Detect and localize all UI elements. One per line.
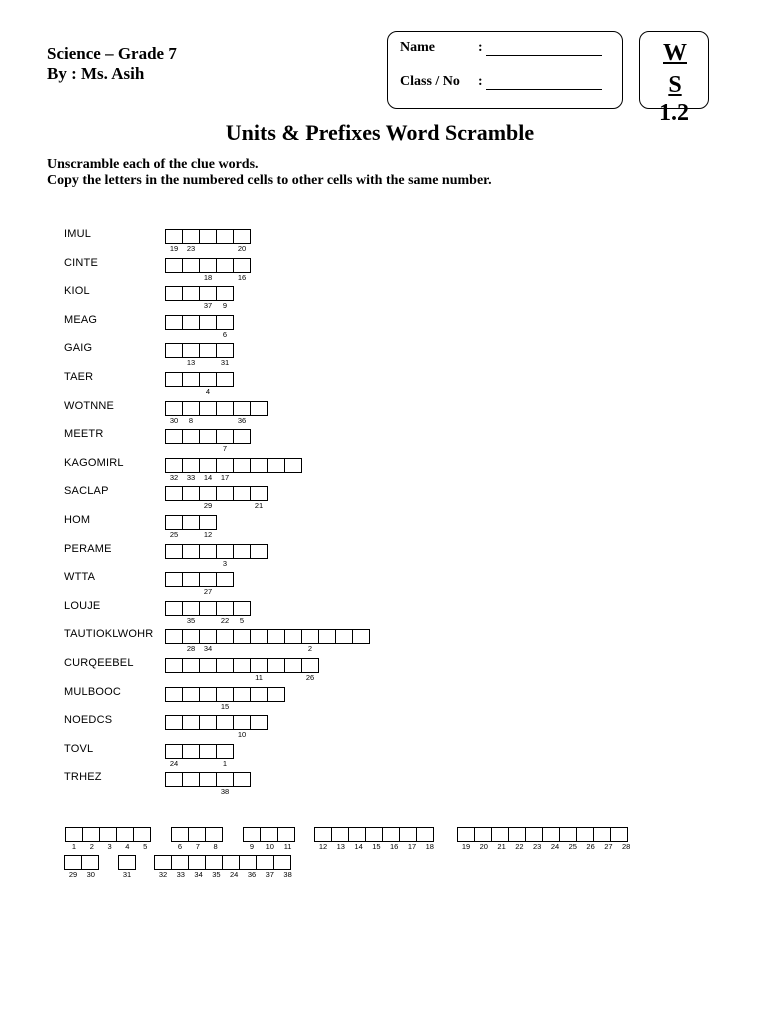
letter-cell[interactable] [182,258,200,273]
name-label: Name [400,40,435,55]
letter-cell[interactable] [165,258,183,273]
letter-cell[interactable] [335,629,353,644]
letter-cell[interactable] [233,401,251,416]
secret-cell-number: 23 [533,842,542,851]
secret-letter-cell[interactable] [205,855,223,870]
secret-letter-cell[interactable] [256,855,274,870]
letter-cell[interactable] [182,486,200,501]
secret-cell-number: 7 [195,842,200,851]
secret-letter-cell[interactable] [188,827,206,842]
answer-row [165,658,318,673]
letter-cell[interactable] [165,315,183,330]
answer-row [165,744,233,759]
cell-number: 2 [307,644,313,654]
letter-cell[interactable] [182,772,200,787]
letter-cell[interactable] [199,258,217,273]
letter-cell[interactable] [216,715,234,730]
letter-cell[interactable] [165,286,183,301]
secret-cell-number: 20 [479,842,488,851]
secret-cell-number: 17 [407,842,417,851]
letter-cell[interactable] [216,486,234,501]
secret-cell-number: 33 [176,870,185,879]
code-letter-w: W [663,40,687,66]
cell-number: 10 [237,730,247,740]
secret-letter-cell[interactable] [239,855,257,870]
answer-row [165,544,267,559]
secret-cell-number: 18 [425,842,434,851]
secret-cell-number: 25 [568,842,577,851]
secret-letter-cell[interactable] [99,827,117,842]
clue-word: PERAME [64,542,112,555]
secret-letter-cell[interactable] [525,827,543,842]
secret-letter-cell[interactable] [65,827,83,842]
letter-cell[interactable] [165,629,183,644]
cell-number: 33 [186,472,196,482]
answer-row [165,572,233,587]
letter-cell[interactable] [165,772,183,787]
letter-cell[interactable] [199,629,217,644]
clue-word: KIOL [64,285,90,298]
cell-number: 18 [203,272,213,282]
clue-word: LOUJE [64,599,101,612]
cell-number: 14 [203,472,213,482]
secret-cell-number: 35 [212,870,221,879]
letter-cell[interactable] [233,458,251,473]
clue-word: WOTNNE [64,399,115,412]
class-label: Class / No [400,74,460,89]
cell-number: 31 [220,358,230,368]
cell-number: 34 [203,644,213,654]
secret-letter-cell[interactable] [81,855,99,870]
answer-row [165,715,267,730]
letter-cell[interactable] [233,544,251,559]
letter-cell[interactable] [182,658,200,673]
letter-cell[interactable] [165,486,183,501]
letter-cell[interactable] [199,372,217,387]
secret-cell-number: 15 [372,842,381,851]
letter-cell[interactable] [233,629,251,644]
letter-cell[interactable] [199,715,217,730]
clue-word: TAUTIOKLWOHR [64,628,154,641]
answer-row [165,229,250,244]
letter-cell[interactable] [233,772,251,787]
letter-cell[interactable] [182,315,200,330]
secret-cell-number: 4 [125,842,130,851]
secret-cell-number: 9 [249,842,255,851]
code-letter-s: S [668,72,682,98]
letter-cell[interactable] [216,572,234,587]
answer-row [165,772,250,787]
secret-letter-cell[interactable] [365,827,383,842]
secret-cell-number: 36 [247,870,257,879]
letter-cell[interactable] [216,229,234,244]
letter-cell[interactable] [165,229,183,244]
secret-cell-number: 2 [89,842,94,851]
cell-number: 30 [169,415,179,425]
secret-letter-cell[interactable] [348,827,366,842]
secret-letter-cell[interactable] [243,827,261,842]
secret-cell-number: 38 [283,870,292,879]
letter-cell[interactable] [182,429,200,444]
secret-letter-cell[interactable] [474,827,492,842]
secret-letter-cell[interactable] [205,827,223,842]
letter-cell[interactable] [182,372,200,387]
letter-cell[interactable] [216,286,234,301]
clue-word: KAGOMIRL [64,456,124,469]
letter-cell[interactable] [216,629,234,644]
letter-cell[interactable] [216,258,234,273]
page-title: Units & Prefixes Word Scramble [225,120,535,145]
secret-letter-cell[interactable] [171,827,189,842]
letter-cell[interactable] [216,544,234,559]
letter-cell[interactable] [250,629,268,644]
letter-cell[interactable] [199,401,217,416]
letter-cell[interactable] [250,544,268,559]
secret-answer-group [64,855,98,870]
secret-cell-number: 24 [550,842,560,851]
letter-cell[interactable] [250,658,268,673]
secret-letter-cell[interactable] [491,827,509,842]
letter-cell[interactable] [250,458,268,473]
letter-cell[interactable] [199,687,217,702]
letter-cell[interactable] [165,744,183,759]
clue-word: CURQEEBEL [64,657,134,669]
class-row [400,74,602,90]
secret-letter-cell[interactable] [154,855,172,870]
secret-cell-number: 26 [586,842,595,851]
cell-number: 29 [203,501,213,511]
cell-number: 15 [220,701,230,711]
letter-cell[interactable] [165,515,183,530]
letter-cell[interactable] [284,629,302,644]
letter-cell[interactable] [182,343,200,358]
secret-letter-cell[interactable] [133,827,151,842]
cell-number: 32 [169,472,179,482]
secret-cell-number: 27 [604,842,613,851]
cell-number: 20 [237,244,247,253]
letter-cell[interactable] [182,744,200,759]
letter-cell[interactable] [199,486,217,501]
secret-letter-cell[interactable] [593,827,611,842]
cell-number: 3 [222,558,228,568]
letter-cell[interactable] [233,658,251,673]
secret-cell-number: 34 [194,870,203,879]
letter-cell[interactable] [301,629,319,644]
secret-letter-cell[interactable] [64,855,82,870]
letter-cell[interactable] [216,372,234,387]
secret-cell-number: 32 [158,870,168,879]
cell-number: 19 [169,244,179,253]
secret-cell-number: 29 [68,870,78,879]
letter-cell[interactable] [165,372,183,387]
worksheet-number: 1.2 [659,100,689,126]
clue-word: TAER [64,371,94,383]
letter-cell[interactable] [165,572,183,587]
secret-letter-cell[interactable] [260,827,278,842]
secret-cell-number: 10 [265,842,274,851]
class-field[interactable] [486,75,602,90]
secret-letter-cell[interactable] [116,827,134,842]
secret-answer-group [118,855,135,870]
cell-number: 4 [205,387,211,396]
letter-cell[interactable] [216,343,234,358]
letter-cell[interactable] [318,629,336,644]
name-colon: : [478,40,483,55]
letter-cell[interactable] [199,544,217,559]
letter-cell[interactable] [233,486,251,501]
secret-cell-number: 6 [177,842,183,851]
cell-number: 5 [239,615,245,625]
clue-word: SACLAP [64,485,109,498]
letter-cell[interactable] [233,229,251,244]
secret-letter-cell[interactable] [171,855,189,870]
letter-cell[interactable] [216,601,234,616]
letter-cell[interactable] [267,629,285,644]
letter-cell[interactable] [216,658,234,673]
cell-number: 16 [237,272,247,282]
letter-cell[interactable] [352,629,370,644]
class-colon: : [478,74,483,89]
secret-cell-number: 14 [354,842,363,851]
secret-cell-number: 12 [318,842,328,851]
cell-number: 38 [220,787,230,797]
cell-number: 35 [186,615,196,625]
secret-cell-number: 8 [213,842,218,851]
letter-cell[interactable] [182,229,200,244]
letter-cell[interactable] [216,744,234,759]
secret-cell-number: 22 [515,842,524,851]
cell-number: 12 [203,530,213,539]
secret-answer-group [243,827,294,842]
letter-cell[interactable] [182,544,200,559]
letter-cell[interactable] [165,429,183,444]
answer-row [165,458,301,473]
letter-cell[interactable] [165,401,183,416]
answer-row [165,515,216,530]
secret-letter-cell[interactable] [188,855,206,870]
name-row [400,40,602,56]
letter-cell[interactable] [165,658,183,673]
clue-word: MEETR [64,428,104,441]
letter-cell[interactable] [216,687,234,702]
secret-letter-cell[interactable] [399,827,417,842]
answer-row [165,486,267,501]
letter-cell[interactable] [182,715,200,730]
letter-cell[interactable] [182,601,200,616]
letter-cell[interactable] [216,458,234,473]
cell-number: 7 [222,444,228,454]
letter-cell[interactable] [199,229,217,244]
secret-letter-cell[interactable] [610,827,628,842]
letter-cell[interactable] [267,458,285,473]
secret-cell-number: 21 [497,842,506,851]
worksheet-header [47,44,177,84]
secret-letter-cell[interactable] [576,827,594,842]
letter-cell[interactable] [284,658,302,673]
letter-cell[interactable] [216,772,234,787]
letter-cell[interactable] [182,687,200,702]
letter-cell[interactable] [182,515,200,530]
clue-word: NOEDCS [64,714,113,727]
cell-number: 24 [169,758,179,768]
secret-cell-number: 1 [71,842,77,851]
secret-cell-number: 3 [107,842,112,851]
clue-word: GAIG [64,342,93,355]
letter-cell[interactable] [233,258,251,273]
cell-number: 8 [188,415,194,425]
secret-cell-number: 31 [122,870,132,879]
secret-letter-cell[interactable] [118,855,136,870]
letter-cell[interactable] [165,715,183,730]
subject-line: Science – Grade 7 [47,44,177,63]
letter-cell[interactable] [250,486,268,501]
name-field[interactable] [486,41,602,56]
answer-row [165,687,284,702]
cell-number: 1 [222,758,228,768]
letter-cell[interactable] [182,286,200,301]
letter-cell[interactable] [233,715,251,730]
letter-cell[interactable] [199,772,217,787]
cell-number: 27 [203,587,213,597]
answer-row [165,343,233,358]
secret-cell-number: 37 [265,870,274,879]
letter-cell[interactable] [182,401,200,416]
answer-row [165,258,250,273]
letter-cell[interactable] [199,658,217,673]
letter-cell[interactable] [284,458,302,473]
clue-word: WTTA [64,571,96,584]
letter-cell[interactable] [199,343,217,358]
answer-row [165,429,250,444]
clue-word: MEAG [64,313,98,326]
secret-letter-cell[interactable] [82,827,100,842]
answer-row [165,372,233,387]
answer-row [165,315,233,330]
letter-cell[interactable] [250,687,268,702]
letter-cell[interactable] [199,572,217,587]
instruction-line-1: Unscramble each of the clue words. [47,157,259,172]
letter-cell[interactable] [267,687,285,702]
clue-word: TRHEZ [64,771,102,784]
secret-cell-number: 28 [622,842,631,851]
secret-letter-cell[interactable] [508,827,526,842]
letter-cell[interactable] [267,658,285,673]
letter-cell[interactable] [182,572,200,587]
secret-cell-number: 5 [143,842,148,851]
letter-cell[interactable] [165,687,183,702]
cell-number: 25 [169,530,179,539]
clue-word: HOM [64,514,91,526]
letter-cell[interactable] [301,658,319,673]
clue-word: TOVL [64,742,94,755]
secret-cell-number: 13 [336,842,345,851]
cell-number: 6 [222,329,228,339]
secret-letter-cell[interactable] [331,827,349,842]
secret-letter-cell[interactable] [559,827,577,842]
secret-cell-number: 19 [461,842,471,851]
letter-cell[interactable] [233,601,251,616]
letter-cell[interactable] [199,601,217,616]
cell-number: 26 [305,673,315,682]
cell-number: 37 [203,301,213,311]
letter-cell[interactable] [165,601,183,616]
instruction-line-2: Copy the letters in the numbered cells to other cells with the same number. [47,173,492,188]
answer-row [165,401,267,416]
secret-answer-group [65,827,150,842]
answer-row [165,286,233,301]
letter-cell[interactable] [165,343,183,358]
secret-cell-number: 30 [86,870,95,879]
letter-cell[interactable] [182,629,200,644]
secret-answer-group [457,827,627,842]
secret-cell-number: 16 [390,842,399,851]
letter-cell[interactable] [199,458,217,473]
clue-word: MULBOOC [64,685,122,698]
secret-letter-cell[interactable] [273,855,291,870]
cell-number: 13 [186,358,196,368]
letter-cell[interactable] [216,401,234,416]
student-info-box [387,31,623,109]
letter-cell[interactable] [250,715,268,730]
letter-cell[interactable] [233,429,251,444]
instructions [47,157,492,189]
answer-row [165,601,250,616]
clue-word: CINTE [64,256,98,269]
author-line: By : Ms. Asih [47,64,145,83]
letter-cell[interactable] [216,429,234,444]
cell-number: 11 [255,673,263,682]
cell-number: 17 [220,472,230,482]
letter-cell[interactable] [250,401,268,416]
secret-letter-cell[interactable] [382,827,400,842]
letter-cell[interactable] [165,544,183,559]
cell-number: 23 [186,244,196,253]
letter-cell[interactable] [216,315,234,330]
letter-cell[interactable] [165,458,183,473]
secret-letter-cell[interactable] [277,827,295,842]
secret-answer-group [171,827,222,842]
letter-cell[interactable] [199,315,217,330]
cell-number: 22 [220,615,230,625]
secret-cell-number: 11 [283,842,292,851]
letter-cell[interactable] [233,687,251,702]
letter-cell[interactable] [199,744,217,759]
letter-cell[interactable] [199,515,217,530]
secret-letter-cell[interactable] [314,827,332,842]
cell-number: 36 [237,415,247,425]
letter-cell[interactable] [199,286,217,301]
secret-letter-cell[interactable] [416,827,434,842]
cell-number: 21 [254,501,264,511]
secret-answer-group [314,827,433,842]
worksheet-code-box [639,31,709,109]
secret-letter-cell[interactable] [542,827,560,842]
cell-number: 28 [186,644,196,654]
secret-letter-cell[interactable] [222,855,240,870]
secret-letter-cell[interactable] [457,827,475,842]
answer-row [165,629,369,644]
letter-cell[interactable] [182,458,200,473]
letter-cell[interactable] [199,429,217,444]
secret-answer-group [154,855,290,870]
cell-number: 9 [222,301,228,311]
clue-word: IMUL [64,228,92,240]
secret-cell-number: 24 [230,870,239,879]
